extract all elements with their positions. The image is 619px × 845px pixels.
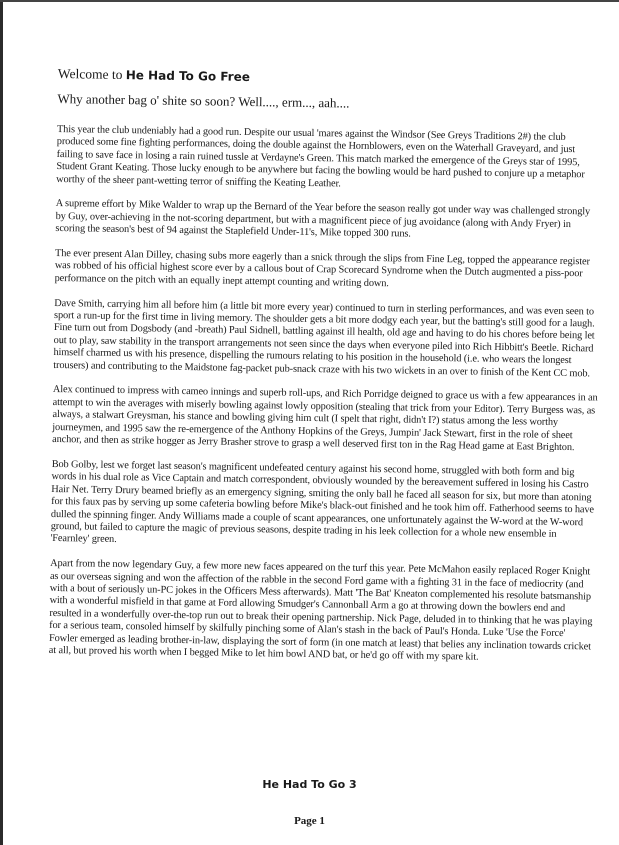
paragraph-new-faces: Apart from the now legendary Guy, a few more new faces appeared on the turf this year. Pete McMahon easily replaced Roger Knight as our overseas signing and won the affection of the rabble in the second Ford game with a fighting 31 in the face of mediocrity (and with a bout of seriously un-PC jokes in the Officers Mess afterwards). Matt 'The Bat' Kneaton complemented his resolute batsmanship with a wonderful misfield in that game at Ford allowing Smudger's Cannonball Arm a go at throwing down the bowlers end and resulted in a wonderfully over-the-top run out to break their opening partnership. Nick Page, deluded in to thinking that he was playing for a serious team, consoled himself by skilfully pinching some of Alan's stash in the back of Paul's Honda. Luke 'Use the Force' Fowler emerged as leading brother-in-law, displaying the sort of form (in one match at least) that belies any inclination towards cricket at all, but proved his worth when I begged Mike to let him bowl AND bat, or he'd go off with my spare kit. [48,558,593,663]
paragraph-season-overview: This year the club undeniably had a good run. Despite our usual 'mares against the Windsor (See Greys Traditions 2#) the club produced some fine fighting performances, doing the double against the Hornblowers, even on the Waterhall Graveyard, and just failing to save face in losing a rain ruined tussle at Verdayne's Green. This match marked the emergence of the Greys star of 1995, Student Grant Keating. Those lucky enough to be anywhere but facing the bowling would be hard pushed to conjure up a metaphor worthy of the sheer pant-wetting terror of sniffing the Keating Leather. [56,123,585,190]
page-number: Page 1 [294,815,325,827]
paragraph-alex: Alex continued to impress with cameo innings and superb roll-ups, and Rich Porridge deigned to grace us with a few appearances in an attempt to win the averages with miserly bowling against lowly opposition (stealing that trick from your Editor). Terry Burgess was, as always, a stalwart Greysman, his stance and bowling giving him cult (I spelt that right, didn't I?) status among the less worthy journeymen, and 1995 saw the re-emergence of the Anthony Hopkins of the Greys, Jumpin' Jack Stewart, first in the role of sheet anchor, and then as strike hogger as Jerry Brasher strove to grasp a well deserved first ton in the Rag Head game at East Brighton. [52,384,598,454]
paragraph-mike-walder: A supreme effort by Mike Walder to wrap up the Bernard of the Year before the season really got under way was challenged strongly by Guy, over-achieving in the not-scoring department, but with a magnificent piece of jug avoidance (along with Andy Fryer) in scoring the season's best of 94 against the Staplefield Under-11's, Mike topped 300 runs. [55,198,591,240]
paragraph-bob-golby: Bob Golby, lest we forget last season's magnificent undefeated century against his second home, struggled with both form and big words in his dual role as Vice Captain and match correspondent, obviously wounded by the bereavement suffered in losing his Castro Hair Net. Terry Drury beamed briefly as an emergency signing, smiting the only ball he faced all season for six, but more than atoning for this faux pas by serving up some cafeteria bowling before Mike's black-out finished and he took him off. Fatherhood seems to have dulled the spinning finger. Andy Williams made a couple of scant appearances, one unfortunately against the W-word at the W-word ground, but failed to capture the magic of previous seasons, despite trading in his leek collection for a whole new ensemble in 'Fearnley' green. [50,458,595,546]
scan-edge-left [0,0,3,845]
scan-edge-top [0,0,619,2]
page-subtitle: Why another bag o' shite so soon? Well...., erm..., aah.... [57,90,350,111]
footer-title: He Had To Go 3 [262,778,357,791]
paragraph-alan-dilley: The ever present Alan Dilley, chasing subs more eagerly than a snick through the slips from Fine Leg, topped the appearance register was robbed of his official highest score ever by a callous bout of Crap Scorecard Syndrome when the Dutch augmented a piss-poor performance on the pitch with an equally inept attempt counting and writing down. [54,248,590,290]
title-prefix: Welcome to [57,66,126,83]
page-title [58,66,603,91]
newsletter-page [49,66,603,678]
title-newsletter-name: He Had To Go Free [125,68,251,85]
paragraph-dave-smith: Dave Smith, carrying him all before him (a little bit more every year) continued to turn in sterling performances, and was even seen to sport a run-up for the first time in living memory. The shoulder gets a bit more dodgy each year, but the batting's still good for a laugh. Fine turn out from Dogsbody (and -breath) Paul Sidnell, battling against ill health, old age and having to do his chores before being let out to play, saw stability in the transport arrangements not seen since the days when everyone piled into Rich Hibbitt's Beetle. Richard himself charmed us with his presence, dispelling the rumours relating to his position in the household (i.e. who wears the longest trousers) and contributing to the Maidstone fag-packet pub-snack craze with his two wickets in an over to finish of the Kent CC mob. [53,297,595,380]
